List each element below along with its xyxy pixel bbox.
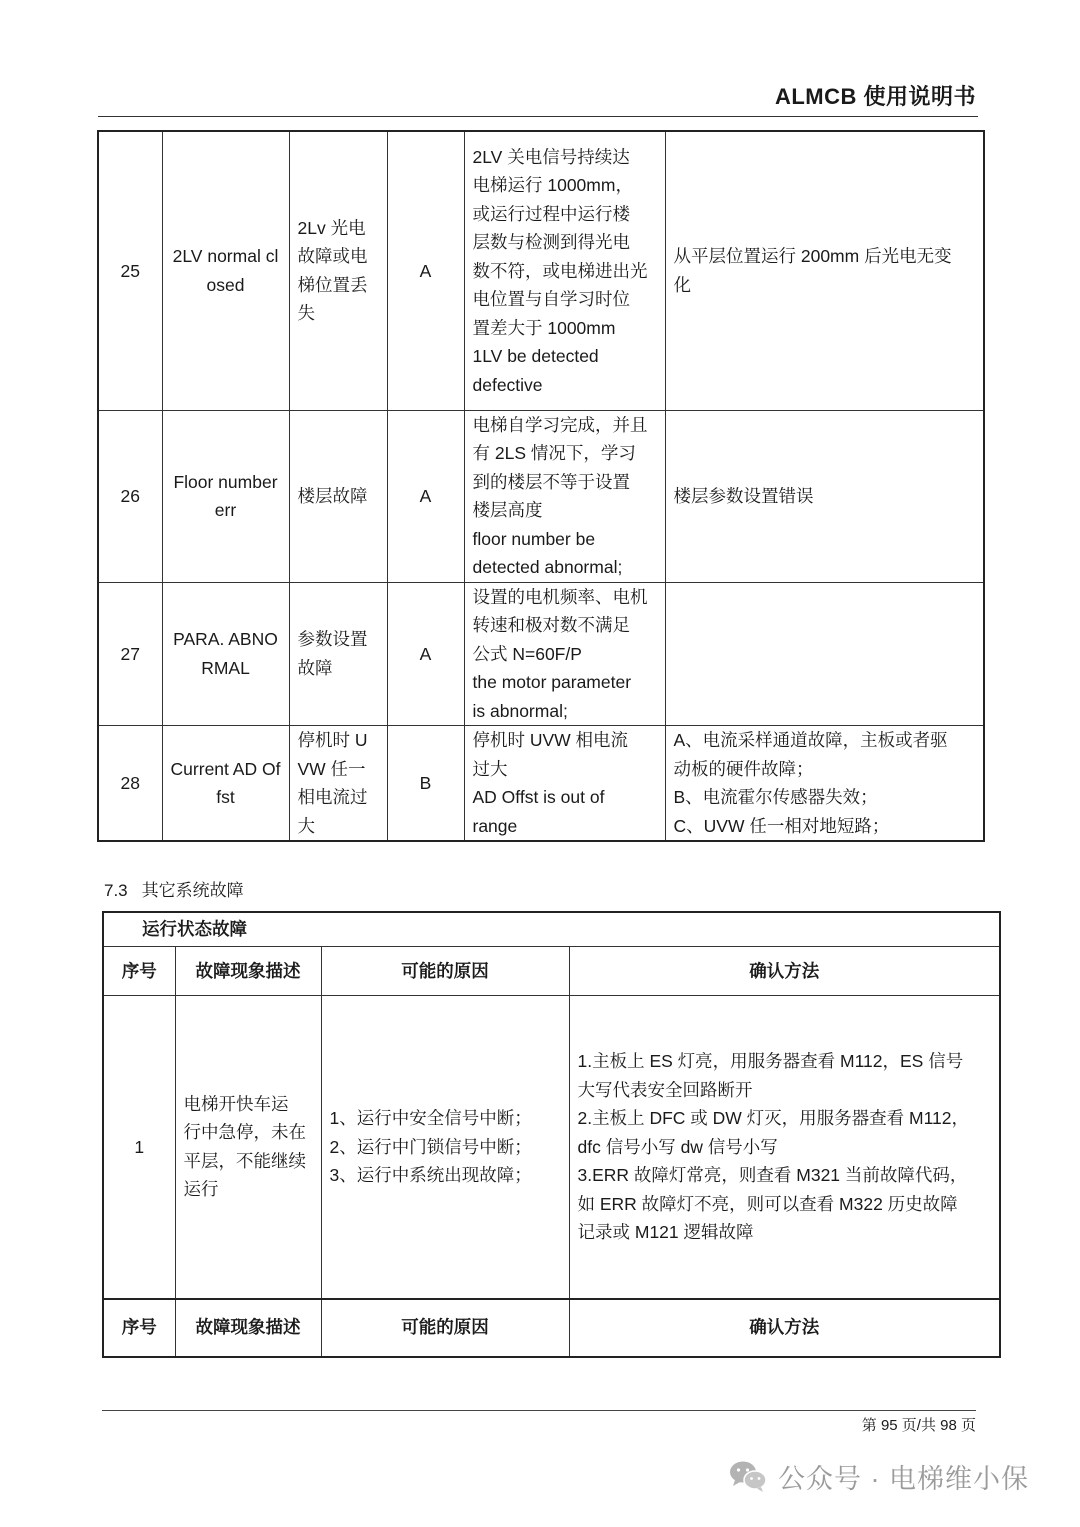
text-line: 3.ERR 故障灯常亮，则查看 M321 当前故障代码， (577, 1165, 968, 1185)
text-line: 记录或 M121 逻辑故障 (577, 1222, 754, 1242)
fault-level: A (387, 131, 464, 410)
fault-name: PARA. ABNORMAL (162, 582, 289, 726)
text-line: 电梯开快车运 (183, 1093, 289, 1114)
text-line: 电梯运行 1000mm， (472, 175, 633, 195)
text-line: 公式 N=60F/P (472, 643, 582, 664)
table-row (98, 582, 984, 726)
text-line: 平层，不能继续 (183, 1150, 306, 1171)
column-header: 故障现象描述 (175, 1299, 321, 1357)
text-line: AD Offst is out of (472, 787, 605, 807)
text-line: 停机时 UVW 相电流 (472, 730, 629, 750)
fault-description-cn: 停机时 UVW 任一相电流过大 (289, 726, 387, 842)
text-line: 从平层位置运行 200mm 后光电无变 (673, 246, 952, 267)
text-line: floor number be (472, 528, 596, 549)
text-line: C、UVW 任一相对地短路； (673, 815, 890, 836)
footer-divider (102, 1410, 976, 1411)
text-line: dfc 信号小写 dw 信号小写 (577, 1136, 778, 1157)
text-line: 大写代表安全回路断开 (577, 1079, 753, 1100)
text-line: 有 2LS 情况下，学习 (472, 443, 636, 463)
table-caption: 运行状态故障 (103, 912, 1000, 947)
text-line: B、电流霍尔传感器失效； (673, 787, 878, 807)
text-line: 1.主板上 ES 灯亮，用服务器查看 M112，ES 信号 (577, 1051, 964, 1071)
fault-description-cn: 2Lv 光电故障或电梯位置丢失 (289, 131, 387, 410)
section-title: 其它系统故障 (141, 881, 244, 900)
table-header-row (103, 947, 1000, 996)
text-line: 到的楼层不等于设置 (472, 471, 630, 492)
column-header: 确认方法 (569, 947, 1000, 996)
system-fault-table (102, 911, 1001, 1358)
text-line: 2、运行中门锁信号中断； (329, 1136, 532, 1157)
fault-code-table (97, 130, 985, 842)
row-number: 1 (103, 996, 175, 1299)
text-line: 置差大于 1000mm (472, 317, 616, 338)
column-header: 序号 (103, 947, 175, 996)
section-number: 7.3 (104, 881, 128, 900)
text-line: 2LV 关电信号持续达 (472, 146, 630, 167)
text-line: 设置的电机频率、电机 (472, 586, 648, 607)
table-row (98, 726, 984, 842)
fault-solution (665, 131, 984, 410)
fault-solution (665, 410, 984, 582)
text-line: 电位置与自学习时位 (472, 289, 630, 309)
text-line: range (472, 815, 518, 836)
text-line: 或运行过程中运行楼 (472, 203, 630, 224)
text-line: 转速和极对数不满足 (472, 615, 630, 635)
text-line: defective (472, 374, 543, 395)
text-line: 数不符，或电梯进出光 (472, 260, 648, 281)
wechat-icon (728, 1459, 768, 1493)
document-title: ALMCB 使用说明书 (774, 84, 976, 109)
column-header: 序号 (103, 1299, 175, 1357)
text-line: 电梯自学习完成，并且 (472, 414, 648, 435)
fault-number: 28 (98, 726, 162, 842)
fault-solution (665, 582, 984, 726)
table-row (98, 410, 984, 582)
text-line: 2.主板上 DFC 或 DW 灯灭，用服务器查看 M112， (577, 1108, 970, 1128)
page-number: 第 95 页/共 98 页 (861, 1417, 976, 1434)
fault-name: Current AD Offst (162, 726, 289, 842)
text-line: detected abnormal; (472, 557, 623, 577)
causes-cell (321, 996, 569, 1299)
fault-cause (464, 131, 665, 410)
column-header: 可能的原因 (321, 947, 569, 996)
fault-level: B (387, 726, 464, 842)
column-header: 确认方法 (569, 1299, 1000, 1357)
text-line: 化 (673, 274, 691, 295)
fault-name: 2LV normal closed (162, 131, 289, 410)
text-line: 楼层高度 (472, 500, 543, 520)
fault-description-cn: 楼层故障 (289, 410, 387, 582)
text-line: 行中急停，未在 (183, 1122, 306, 1143)
text-line: 动板的硬件故障； (673, 758, 814, 779)
symptom-cell (175, 996, 321, 1299)
text-line: 1、运行中安全信号中断； (329, 1108, 532, 1128)
column-header: 故障现象描述 (175, 947, 321, 996)
watermark (728, 1458, 1029, 1494)
column-header: 可能的原因 (321, 1299, 569, 1357)
fault-level: A (387, 582, 464, 726)
fault-number: 25 (98, 131, 162, 410)
fault-cause (464, 410, 665, 582)
text-line: 层数与检测到得光电 (472, 232, 630, 252)
table-row (103, 996, 1000, 1299)
fault-cause (464, 726, 665, 842)
fault-name: Floor number err (162, 410, 289, 582)
fault-solution (665, 726, 984, 842)
header-divider (98, 116, 978, 117)
table-row (98, 131, 984, 410)
section-heading (104, 876, 244, 901)
fault-number: 26 (98, 410, 162, 582)
text-line: 楼层参数设置错误 (673, 485, 814, 506)
text-line: 如 ERR 故障灯不亮，则可以查看 M322 历史故障 (577, 1193, 958, 1214)
text-line: A、电流采样通道故障，主板或者驱 (673, 730, 948, 750)
fault-number: 27 (98, 582, 162, 726)
table-header-row (103, 1299, 1000, 1357)
table-caption-row (103, 912, 1000, 947)
text-line: is abnormal; (472, 700, 568, 721)
text-line: 1LV be detected (472, 346, 599, 366)
text-line: 运行 (183, 1179, 219, 1200)
text-line: 3、运行中系统出现故障； (329, 1165, 532, 1185)
text-line: 过大 (472, 758, 508, 779)
fault-level: A (387, 410, 464, 582)
text-line: the motor parameter (472, 672, 632, 692)
fault-cause (464, 582, 665, 726)
confirm-method-cell (569, 996, 1000, 1299)
fault-description-cn: 参数设置故障 (289, 582, 387, 726)
watermark-text: 公众号 · 电梯维小保 (778, 1463, 1029, 1494)
